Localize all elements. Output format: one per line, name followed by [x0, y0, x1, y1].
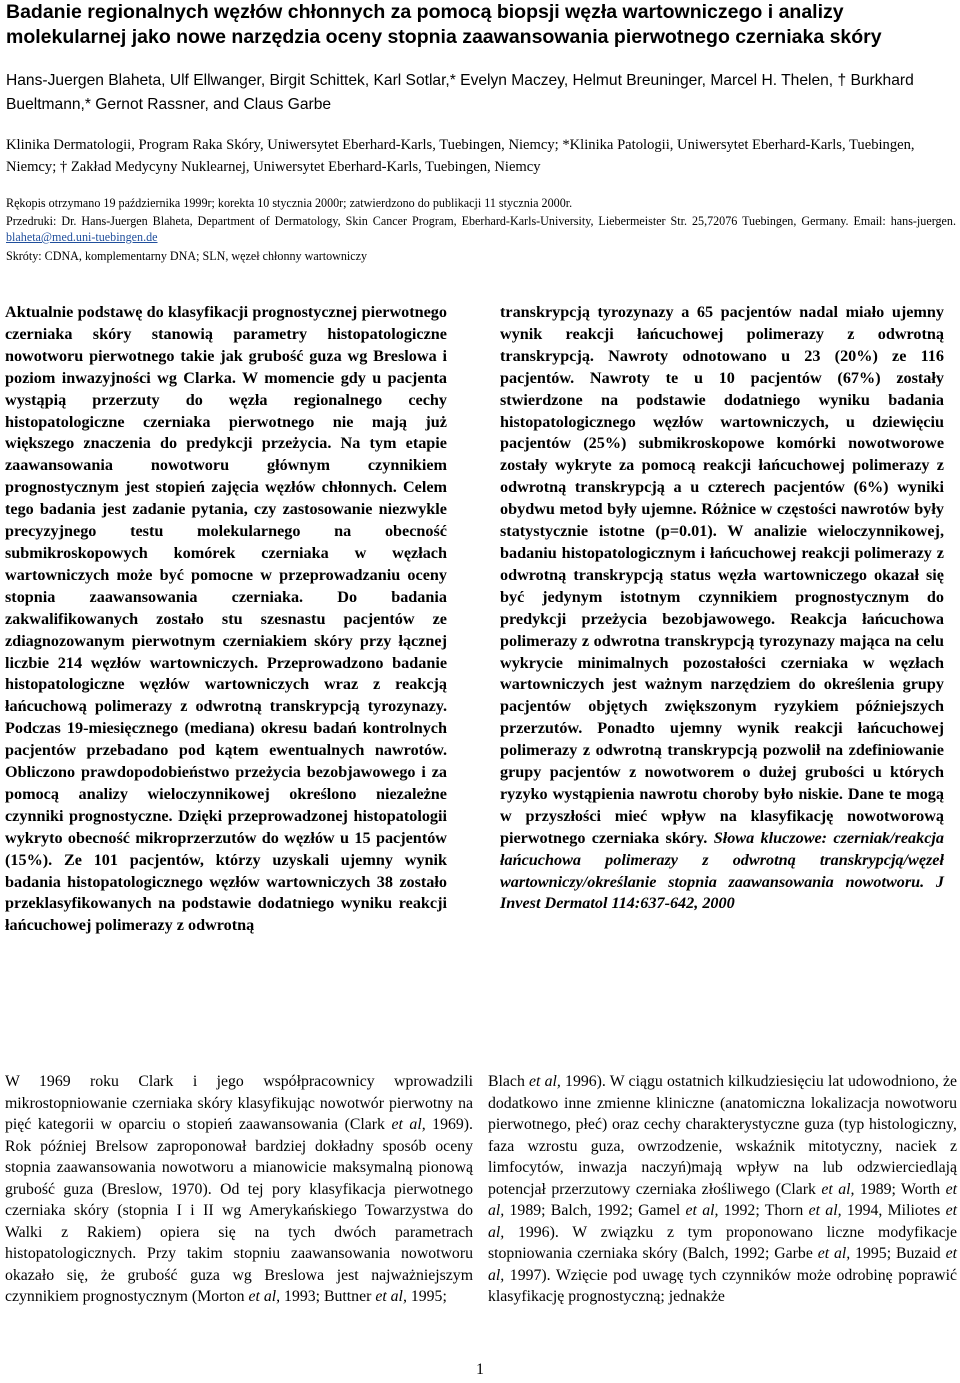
- citation-et-al: et al,: [821, 1180, 855, 1198]
- manuscript-dates: Rękopis otrzymano 19 października 1999r; korekta 10 stycznia 2000r; zatwierdzono do publikacji 11 stycznia 2000r.: [6, 196, 573, 210]
- citation-et-al: et al,: [248, 1288, 281, 1305]
- citation-et-al: et al,: [488, 1180, 958, 1219]
- body-text-run: 1989; Worth: [854, 1180, 946, 1198]
- body-left-column: [5, 1071, 473, 1308]
- abstract-right-text: transkrypcją tyrozynazy a 65 pacjentów nadal miało ujemny wynik reakcji łańcuchowej polimerazy z odwrotną transkrypcją. Nawroty odnotowano u 23 (20%) ze 116 pacjentów. Nawroty te u 10 pacjentów (67%) zostały stwierdzone na podstawie dodatniego wyniku badania histopatologicznego węzłów wartowniczych, u dziewięciu pacjentów (25%) submikroskopowe komórki nowotworowe zostały wykryte za pomocą reakcji łańcuchowej polimerazy z odwrotną transkrypcją a u czterech pacjentów (6%) wyniki obydwu metod były ujemne. Różnice w częstości nawrotów były statystycznie istotne (p=0.01). W analizie wieloczynnikowej, badaniu histopatologicznym i łańcuchowej reakcji polimerazy z odwrotną transkrypcją status węzła wartowniczego okazał się być jedynym istotnym czynnikiem prognostycznym do predykcji przeżycia bezobjawowego. Reakcja łańcuchowa polimerazy z odwrotna transkrypcją tyrozynazy mająca na celu wykrycie minimalnych pozostałości czerniaka w węzłach wartowniczych jest ważnym narzędziem do określenia grupy pacjentów objętych zwiększonym ryzykiem późniejszych przerzutów. Ponadto ujemny wynik reakcji łańcuchowej polimerazy z odwrotną transkrypcją pozwolił na zdefiniowanie grupy pacjentów z nowotworem o dużej grubości u których ryzyko wystąpienia nawrotu choroby było niskie. Dane te mogą w przyszłości mieć wpływ na klasyfikację nowotworową pierwotnego czerniaka skóry.: [500, 303, 944, 847]
- body-text-run: 1995; Buzaid: [850, 1245, 946, 1262]
- author-list: Hans-Juergen Blaheta, Ulf Ellwanger, Birgit Schittek, Karl Sotlar,* Evelyn Maczey, Helmut Breuninger, Marcel H. Thelen, † Burkhard Bueltmann,* Gernot Rassner, and Claus Garbe: [6, 72, 914, 113]
- abbreviations: Skróty: CDNA, komplementarny DNA; SLN, węzeł chłonny wartowniczy: [6, 249, 368, 263]
- body-text-run: 1993; Buttner: [280, 1288, 376, 1305]
- reprints-address: [6, 213, 956, 245]
- citation-et-al: et al,: [529, 1073, 561, 1090]
- body-text-run: 1996). W związku z tym proponowano liczne modyfikacje stopniowania czerniaka skóry (Balch, 1992; Garbe: [488, 1223, 957, 1262]
- paper-title: Badanie regionalnych węzłów chłonnych za pomocą biopsji węzła wartowniczego i analizy molekularnej jako nowe narzędzia oceny stopnia zaawansowania pierwotnego czerniaka skóry: [6, 1, 882, 48]
- citation-et-al: et al,: [391, 1116, 426, 1133]
- body-text-run: 1996). W ciągu ostatnich kilkudziesięciu lat udowodniono, że dodatkowo inne zmienne kliniczne (anatomiczna lokalizacja nowotworu pierwotnego, płeć) oraz cechy charakterystyczne guza (typ histologiczny, faza wzrostu guza, owrzodzenie, wskaźnik mitotyczny, naciek z limfocytów, inwazja naczyń)mają wpływ na lub odzwierciedlają potencjał przerzutowy czerniaka złośliwego (Clark: [488, 1073, 957, 1198]
- abstract-left-column: Aktualnie podstawę do klasyfikacji prognostycznej pierwotnego czerniaka skóry stanowią parametry histopatologiczne nowotworu pierwotnego takie jak grubość guza wg Breslowa i poziom inwazyjności wg Clarka. W momencie gdy u pacjenta wystąpią przerzuty do węzła regionalnego cechy histopatologiczne czerniaka pierwotnego nie mają już większego znaczenia do predykcji przeżycia. Na tym etapie zaawansowania nowotworu głównym czynnikiem prognostycznym jest stopień zajęcia węzłów chłonnych. Celem tego badania jest zadanie pytania, czy zastosowanie niezwykle precyzyjnego testu molekularnego na obecność submikroskopowych komórek czerniaka w węzłach wartowniczych może być pomocne w przeprowadzaniu oceny stopnia zaawansowania czerniaka. Do badania zakwalifikowanych zostało stu szesnastu pacjentów ze zdiagnozowanym pierwotnym czerniakiem skóry przy łącznej liczbie 214 węzłów wartowniczych. Przeprowadzono badanie histopatologiczne węzłów wartowniczych wraz z reakcją łańcuchową polimerazy z odwrotną transkrypcją tyrozynazy. Podczas 19-miesięcznego (mediana) okresu badań kontrolnych pacjentów przebadano pod kątem ewentualnych nawrotów. Obliczono prawdopodobieństwo przeżycia bezobjawowego i za pomocą analizy wieloczynnikowej określono niezależne czynniki prognostyczne. Dzięki przeprowadzonej histopatologii wykryto obecność mikroprzerzutów do węzłów u 15 pacjentów (15%). Ze 101 pacjentów, którzy uzyskali ujemny wynik badania histopatologicznego węzłów wartowniczych 38 zostało przeklasyfikowanych na podstawie dodatniego wyniku reakcji łańcuchowej polimerazy z odwrotną: [5, 303, 447, 935]
- keywords-citation: Słowa kluczowe: czerniak/reakcja łańcuchowa polimerazy z odwrotną transkrypcją/węzeł wartowniczy/określanie stopnia zaawansowania nowotworu. J Invest Dermatol 114:637-642, 2000: [500, 828, 945, 913]
- body-text-run: 1989; Balch, 1992; Gamel: [504, 1202, 686, 1219]
- body-text-run: 1994, Miliotes: [841, 1202, 946, 1219]
- citation-et-al: et al,: [375, 1288, 407, 1305]
- abstract-right-column: [500, 302, 944, 915]
- body-text-run: 1992; Thorn: [718, 1202, 809, 1219]
- body-text-run: Blach: [488, 1073, 530, 1090]
- body-text-run: 1969). Rok później Brelsow zaproponował bardziej dokładny sposób oceny stopnia zaawansowania nowotworu a mianowicie maksymalną pionową grubość guza (Breslow, 1970). Od tej pory klasyfikacja pierwotnego czerniaka skóry (stopnia I i II wg Amerykańskiego Towarzystwa do Walki z Rakiem) opiera się na tych dwóch parametrach histopatologicznych. Przy takim stopniu zaawansowania nowotworu okazało się, że grubość guza wg Breslowa jest najważniejszym czynnikiem prognostycznym (Morton: [5, 1116, 473, 1305]
- citation-et-al: et al,: [488, 1245, 957, 1284]
- reprints-text: Przedruki: Dr. Hans-Juergen Blaheta, Department of Dermatology, Skin Cancer Program, Eberhard-Karls-University, Liebermeister Str. 25,72076 Tuebingen, Germany. Email: hans-juergen.: [6, 214, 956, 228]
- citation-et-al: et al,: [808, 1202, 842, 1219]
- citation-et-al: et al,: [685, 1202, 719, 1219]
- body-text-run: 1997). Wzięcie pod uwagę tych czynników może odrobinę poprawić klasyfikację prognostyczną; jednakże: [488, 1266, 957, 1305]
- email-link[interactable]: blaheta@med.uni-tuebingen.de: [6, 230, 158, 244]
- body-text-run: W 1969 roku Clark i jego współpracownicy wprowadzili mikrostopniowanie czerniaka skóry klasyfikując nowotwór pierwotny na pięć kategorii w oparciu o stopień zaawansowania (Clark: [5, 1073, 473, 1133]
- citation-et-al: et al,: [817, 1245, 851, 1262]
- page-number: 1: [476, 1361, 484, 1378]
- citation-et-al: et al,: [488, 1202, 957, 1241]
- body-right-column: [488, 1071, 957, 1308]
- affiliations: Klinika Dermatologii, Program Raka Skóry, Uniwersytet Eberhard-Karls, Tuebingen, Niemcy; *Klinika Patologii, Uniwersytet Eberhard-Karls, Tuebingen, Niemcy; † Zakład Medycyny Nuklearnej, Uniwersytet Eberhard-Karls, Tuebingen, Niemcy: [6, 137, 915, 175]
- body-text-run: 1995;: [406, 1288, 447, 1305]
